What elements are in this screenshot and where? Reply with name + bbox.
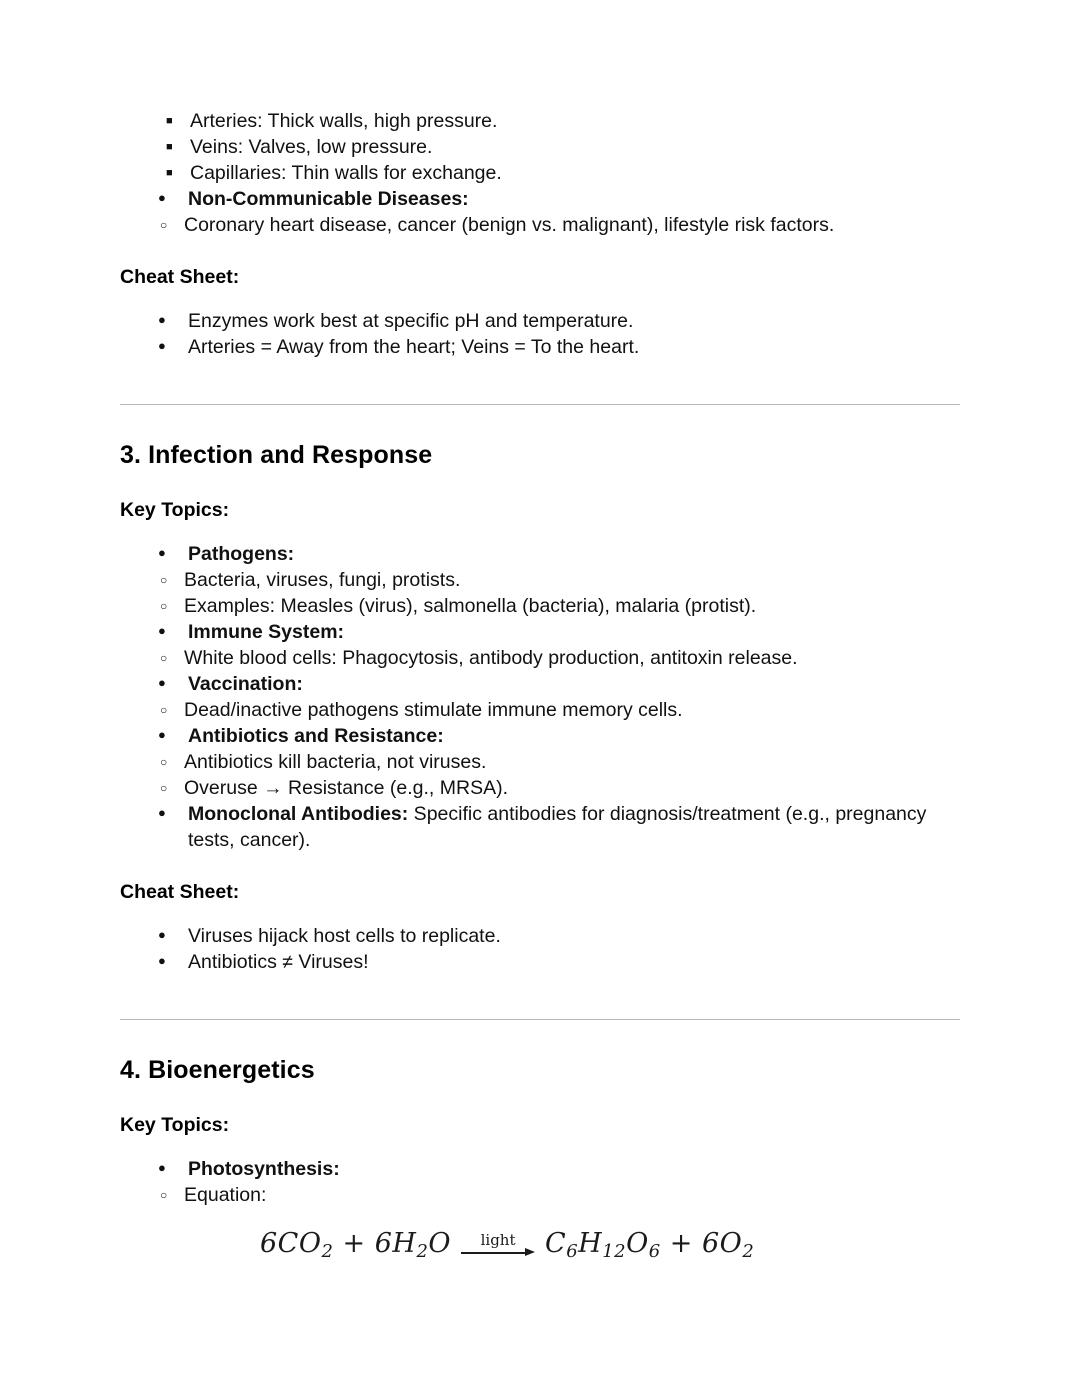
- arrow-condition-label: light: [480, 1231, 516, 1250]
- topic-text: Specific antibodies for diagnosis/treatment (e.g., pregnancy tests, cancer).: [188, 803, 927, 851]
- list-item: [120, 671, 960, 697]
- cheat-sheet-2-list: [120, 923, 960, 975]
- section-4-heading: 4. Bioenergetics: [120, 1056, 315, 1084]
- photosynthesis-equation: [260, 1228, 960, 1262]
- list-item: [120, 801, 960, 853]
- list-item: ○ Coronary heart disease, cancer (benign vs. malignant), lifestyle risk factors.: [120, 212, 960, 238]
- list-item: ■ Capillaries: Thin walls for exchange.: [120, 160, 960, 186]
- arrow-line: [461, 1248, 535, 1258]
- topic-label: Immune System:: [188, 621, 345, 643]
- topic-label: Monoclonal Antibodies:: [188, 803, 409, 825]
- cheat-sheet-2-label: Cheat Sheet:: [120, 881, 240, 903]
- topic-pathogens-sublist: [120, 567, 960, 619]
- list-item: ● Enzymes work best at specific pH and temperature.: [120, 308, 960, 334]
- topic-antibiotics-resistance-sublist: [120, 749, 960, 801]
- topic-monoclonal-antibodies: [120, 801, 960, 853]
- reaction-arrow-icon: [461, 1233, 535, 1258]
- topic-immune-system: [120, 619, 960, 645]
- list-item: ● Viruses hijack host cells to replicate.: [120, 923, 960, 949]
- list-item: ○ White blood cells: Phagocytosis, antibody production, antitoxin release.: [120, 645, 960, 671]
- section-4-key-topics-label: Key Topics:: [120, 1114, 230, 1136]
- vessel-list: [120, 108, 960, 186]
- list-item: ○ Antibiotics kill bacteria, not viruses.: [120, 749, 960, 775]
- list-item: [120, 619, 960, 645]
- list-item: [120, 541, 960, 567]
- topic-antibiotics-resistance: [120, 723, 960, 749]
- section-3-key-topics-label: Key Topics:: [120, 499, 230, 521]
- topic-label: Pathogens:: [188, 543, 295, 565]
- topic-label: Photosynthesis:: [188, 1158, 340, 1180]
- topic-label: Antibiotics and Resistance:: [188, 725, 444, 747]
- topic-vaccination-sublist: [120, 697, 960, 723]
- cheat-sheet-1-list: [120, 308, 960, 360]
- section-3-heading: 3. Infection and Response: [120, 441, 433, 469]
- equation-reactants: $6CO_2 + 6H_2O$: [260, 1228, 452, 1263]
- list-item: ■ Veins: Valves, low pressure.: [120, 134, 960, 160]
- topic-photosynthesis-sublist: [120, 1182, 960, 1208]
- topic-label: Vaccination:: [188, 673, 303, 695]
- topic-photosynthesis: [120, 1156, 960, 1182]
- list-item: ■ Arteries: Thick walls, high pressure.: [120, 108, 960, 134]
- topic-vaccination: [120, 671, 960, 697]
- topic-immune-system-sublist: [120, 645, 960, 671]
- non-communicable-label: Non-Communicable Diseases:: [188, 188, 469, 210]
- list-item: [120, 186, 960, 212]
- list-item: [120, 1156, 960, 1182]
- list-item: ● Arteries = Away from the heart; Veins = To the heart.: [120, 334, 960, 360]
- list-item: ○ Dead/inactive pathogens stimulate immune memory cells.: [120, 697, 960, 723]
- list-item: [120, 723, 960, 749]
- list-item: ○ Overuse → Resistance (e.g., MRSA).: [120, 775, 960, 801]
- list-item: ● Antibiotics ≠ Viruses!: [120, 949, 960, 975]
- list-item: ○ Equation:: [120, 1182, 960, 1208]
- non-communicable-sublist: [120, 212, 960, 238]
- list-item: ○ Bacteria, viruses, fungi, protists.: [120, 567, 960, 593]
- list-item: ○ Examples: Measles (virus), salmonella (bacteria), malaria (protist).: [120, 593, 960, 619]
- non-communicable-list: [120, 186, 960, 212]
- cheat-sheet-1-label: Cheat Sheet:: [120, 266, 240, 288]
- equation-products: $C_6H_{12}O_6 + 6O_2$: [545, 1228, 755, 1263]
- topic-pathogens: [120, 541, 960, 567]
